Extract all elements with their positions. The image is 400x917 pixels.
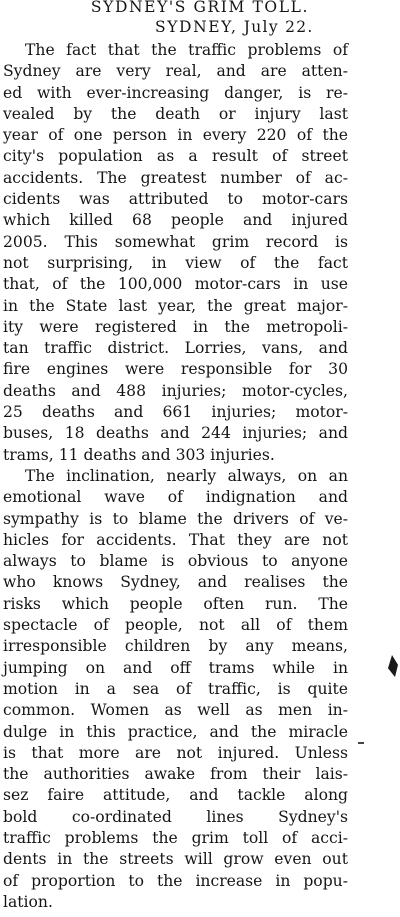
article-text-line: sympathy is to blame the drivers of ve- (3, 509, 348, 528)
article-text-line: the authorities awake from their lais- (3, 765, 348, 784)
article-text-line: buses, 18 deaths and 244 injuries; and (3, 424, 348, 443)
article-text-line: of proportion to the increase in popu- (3, 871, 348, 890)
print-speck-mark (358, 742, 364, 744)
article-text-line: fire engines were responsible for 30 (3, 360, 348, 379)
dateline-date: July 22. (243, 18, 314, 36)
article-text-line: motion in a sea of traffic, is quite (3, 679, 348, 698)
article-text-line: is that more are not injured. Unless (3, 743, 348, 762)
article-text-line: emotional wave of indignation and (3, 488, 348, 507)
article-text-line: spectacle of people, not all of them (3, 616, 348, 635)
article-text-line: which killed 68 people and injured (3, 211, 348, 230)
article-text-line: 2005. This somewhat grim record is (3, 232, 348, 251)
article-text-line: ed with ever-increasing danger, is re- (3, 83, 348, 102)
dateline-place: SYDNEY, (155, 18, 238, 36)
article-text-line: sez faire attitude, and tackle along (3, 786, 348, 805)
article-text-line: not surprising, in view of the fact (3, 253, 348, 272)
article-text-line: The inclination, nearly always, on an (25, 466, 348, 485)
article-text-line: The fact that the traffic problems of (25, 41, 348, 59)
article-text-line: vealed by the death or injury last (3, 104, 348, 123)
article-text-line: year of one person in every 220 of the (3, 126, 348, 145)
article-text-line: accidents. The greatest number of ac- (3, 168, 348, 187)
article-text-line: deaths and 488 injuries; motor-cycles, (3, 381, 348, 400)
article-body (3, 40, 348, 913)
article-dateline (155, 17, 314, 37)
article-text-line: jumping on and off trams while in (3, 658, 348, 677)
article-text-line: lation. (3, 892, 53, 911)
article-text-line: that, of the 100,000 motor-cars in use (3, 275, 348, 294)
article-text-line: always to blame is obvious to anyone (3, 552, 348, 571)
article-text-line: city's population as a result of street (3, 147, 348, 166)
article-text-line: risks which people often run. The (3, 594, 348, 613)
article-text-line: who knows Sydney, and realises the (3, 573, 348, 592)
article-text-line: ity were registered in the metropoli- (3, 317, 348, 336)
article-text-line: 25 deaths and 661 injuries; motor- (3, 403, 348, 422)
article-text-line: dulge in this practice, and the miracle (3, 722, 348, 741)
print-smudge-mark (388, 655, 398, 677)
article-text-line: hicles for accidents. That they are not (3, 530, 348, 549)
article-text-line: Sydney are very real, and are atten- (3, 62, 348, 81)
article-text-line: cidents was attributed to motor-cars (3, 190, 348, 209)
article-text-line: bold co-ordinated lines Sydney's (3, 807, 348, 826)
article-headline: SYDNEY'S GRIM TOLL. (90, 0, 310, 16)
article-text-line: common. Women as well as men in- (3, 701, 348, 720)
article-text-line: in the State last year, the great major- (3, 296, 348, 315)
article-text-line: trams, 11 deaths and 303 injuries. (3, 445, 275, 464)
article-text-line: tan traffic district. Lorries, vans, and (3, 339, 348, 358)
article-text-line: traffic problems the grim toll of acci- (3, 828, 348, 847)
article-text-line: dents in the streets will grow even out (3, 850, 348, 869)
article-text-line: irresponsible children by any means, (3, 637, 348, 656)
